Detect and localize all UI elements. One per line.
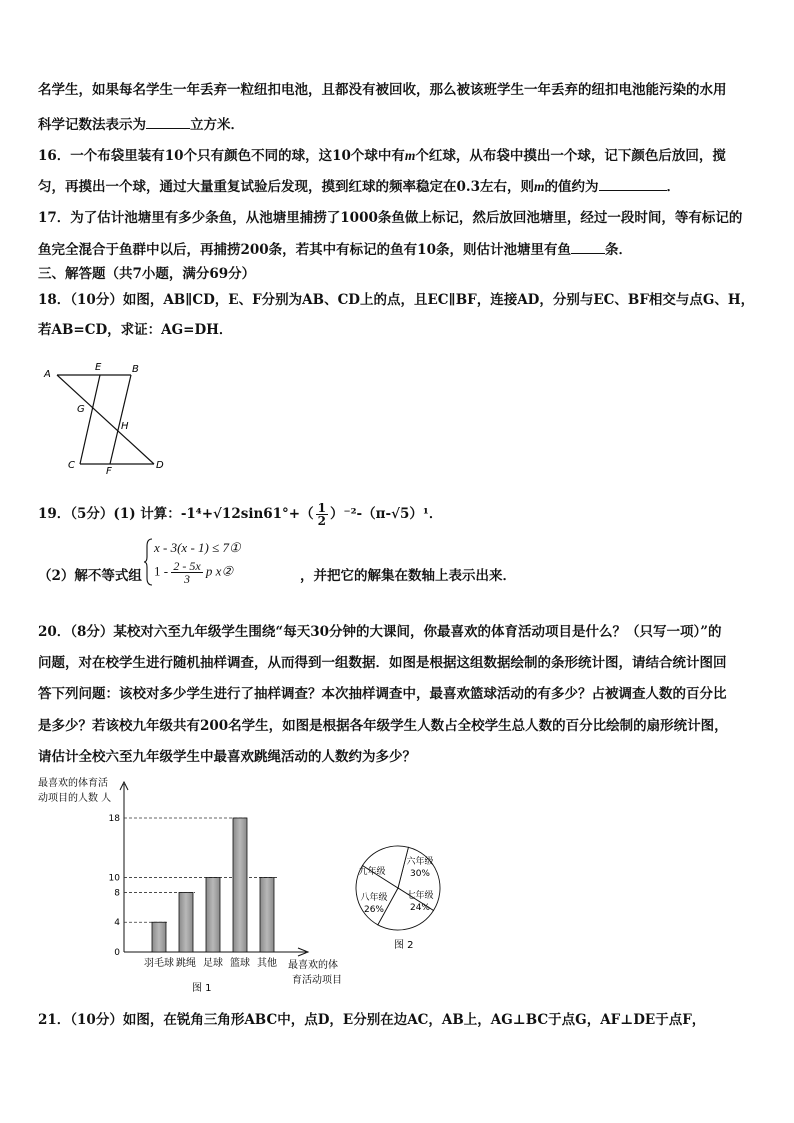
question-20-line5: [38, 747, 416, 767]
sqrt-expression: √12: [213, 506, 241, 522]
text-segment: 17．为了估计池塘里有多少条鱼，从池塘里捕捞了1000条鱼做上标记，然后放回池塘里，经过一段时间，等有标记的: [38, 210, 743, 226]
math-expression: -1⁴+: [180, 506, 214, 522]
text-segment: （2）解不等式组: [38, 568, 142, 584]
answer-blank: [571, 239, 605, 254]
segment-ad: [57, 375, 154, 464]
text-segment: 若AB=CD，求证：AG=DH．: [38, 322, 233, 338]
text-segment: 18．（10分）如图，AB∥CD，E、F分别为AB、CD上的点，且EC∥BF，连接AD，分别与EC、BF相交与点G、H，: [38, 292, 755, 308]
question-20-line3: [38, 684, 727, 704]
bar-chart: [34, 772, 364, 1000]
segment-ec: [80, 375, 100, 464]
question-16-line2: [38, 176, 680, 197]
section-3-heading: [38, 264, 255, 284]
y-axis-label: 最喜欢的体育活: [38, 778, 108, 789]
pie-slice-percent: 26%: [363, 905, 385, 915]
text-line: [38, 80, 727, 100]
y-tick-label: 8: [114, 888, 120, 899]
x-axis-label: 育活动项目: [292, 975, 342, 986]
question-19-line1: [38, 502, 442, 527]
math-expression: ⁻²: [343, 506, 357, 522]
math-expression: sin61°+（: [240, 506, 314, 522]
text-segment: ，并把它的解集在数轴上表示出来．: [300, 568, 516, 584]
fraction-numerator: 2 - 5x: [173, 559, 201, 573]
x-tick-label: 羽毛球: [144, 958, 174, 969]
text-segment: 20．（8分）某校对六至九年级学生围绕“每天30分钟的大课间，你最喜欢的体育活动项目是什么？（只写一项）”的: [38, 624, 722, 640]
y-axis-label: 动项目的人数 人: [38, 793, 112, 804]
question-17-line2: [38, 239, 632, 260]
text-segment: 条．: [604, 242, 632, 258]
y-tick-label: 18: [108, 814, 120, 824]
text-segment: 16．一个布袋里装有10个只有颜色不同的球，这10个球中有: [38, 148, 405, 164]
text-segment: 名学生，如果每名学生一年丢弃一粒纽扣电池，且都没有被回收，那么被该班学生一年丢弃的纽扣电池能污染的水用: [38, 82, 727, 98]
question-17-line1: [38, 208, 742, 228]
question-20-line2: [38, 653, 727, 673]
text-segment: 19．（5分）(1) 计算：: [38, 506, 181, 522]
text-segment: 答下列问题：该校对多少学生进行了抽样调查？本次抽样调查中，最喜欢篮球活动的有多少？占被调查人数的百分比: [38, 686, 727, 702]
point-label-g: G: [77, 404, 85, 415]
inequality-system: [152, 540, 302, 586]
fraction-numerator: 1: [317, 501, 326, 515]
point-label-a: A: [44, 369, 51, 380]
x-tick-label: 篮球: [230, 958, 250, 969]
math-expression: p x②: [205, 563, 234, 579]
math-expression: ）: [329, 506, 344, 522]
inequality-1: x - 3(x - 1) ≤ 7①: [154, 540, 241, 555]
bar: [260, 878, 274, 952]
pie-slice-percent: 24%: [409, 903, 431, 913]
bar: [233, 818, 247, 952]
fraction-denominator: 3: [184, 572, 190, 586]
point-label-d: D: [156, 460, 164, 471]
text-segment: ．: [666, 179, 681, 195]
point-label-e: E: [95, 362, 102, 373]
question-18-line1: [38, 290, 754, 310]
math-variable: m: [534, 179, 545, 194]
math-expression: ）¹．: [409, 506, 443, 522]
point-label-b: B: [132, 364, 139, 375]
brace-icon: [144, 538, 154, 586]
point-label-h: H: [121, 421, 129, 432]
x-axis-label: 最喜欢的体: [288, 960, 338, 971]
text-segment: 鱼完全混合于鱼群中以后，再捕捞200条，若其中有标记的鱼有10条，则估计池塘里有鱼: [38, 242, 571, 258]
text-segment: 匀，再摸出一个球，通过大量重复试验后发现，摸到红球的频率稳定在0.3左右，则: [38, 179, 534, 195]
math-expression: 1 -: [154, 563, 169, 579]
x-tick-label: 足球: [203, 958, 223, 969]
text-segment: 21．（10分）如图，在锐角三角形ABC中，点D，E分别在边AC，AB上，AG⊥BC于点G，AF⊥DE于点F，: [38, 1012, 706, 1028]
figure-caption: 图 1: [192, 983, 212, 994]
question-19-line2-label: [38, 566, 142, 586]
text-segment: 三、解答题（共7小题，满分69分）: [38, 266, 256, 282]
segment-bf: [110, 375, 131, 464]
sqrt-expression: √5: [391, 506, 410, 522]
text-segment: 请估计全校六至九年级学生中最喜欢跳绳活动的人数约为多少？: [38, 749, 416, 765]
question-16-line1: [38, 146, 726, 166]
pie-slice-label: 九年级: [358, 867, 386, 877]
figure-caption: 图 2: [394, 940, 414, 951]
math-variable: m: [404, 148, 416, 163]
math-expression: -（π-: [356, 506, 392, 522]
pie-slice-label: 八年级: [360, 893, 388, 903]
text-segment: 的值约为: [544, 179, 599, 195]
fraction: [316, 502, 328, 527]
text-segment: 个红球，从布袋中摸出一个球，记下颜色后放回，搅: [415, 148, 726, 164]
text-line: [38, 114, 244, 135]
fraction-denominator: 2: [317, 514, 326, 528]
text-segment: 问题，对在校学生进行随机抽样调查，从而得到一组数据．如图是根据这组数据绘制的条形统计图，请结合统计图回: [38, 655, 727, 671]
question-18-line2: [38, 320, 232, 340]
bar: [152, 922, 166, 952]
question-20-line1: [38, 622, 722, 642]
question-20-line4: [38, 716, 728, 736]
x-tick-label: 跳绳: [176, 958, 196, 969]
point-label-c: C: [68, 460, 75, 471]
point-label-f: F: [106, 466, 112, 477]
bar: [179, 892, 193, 952]
pie-slice-label: 七年级: [406, 891, 434, 901]
answer-blank: [599, 176, 667, 191]
answer-blank: [146, 114, 190, 129]
question-21-line1: [38, 1010, 705, 1030]
text-segment: 是多少？若该校九年级共有200名学生，如图是根据各年级学生人数占全校学生总人数的百分比绘制的扇形统计图，: [38, 718, 728, 734]
y-tick-label: 10: [108, 873, 120, 884]
text-segment: 立方米．: [190, 117, 244, 133]
text-segment: 科学记数法表示为: [38, 117, 146, 133]
y-tick-label: 0: [114, 948, 120, 958]
y-tick-label: 4: [114, 918, 120, 929]
x-tick-label: 其他: [257, 958, 277, 969]
fraction: [171, 560, 202, 585]
pie-chart: [350, 838, 450, 958]
question-19-line2-tail: [300, 566, 516, 586]
parallelogram-figure: [38, 360, 178, 478]
inequality-2: [154, 560, 233, 585]
pie-slice-percent: 30%: [409, 869, 431, 879]
pie-slice-label: 六年级: [406, 857, 434, 867]
bar: [206, 878, 220, 952]
